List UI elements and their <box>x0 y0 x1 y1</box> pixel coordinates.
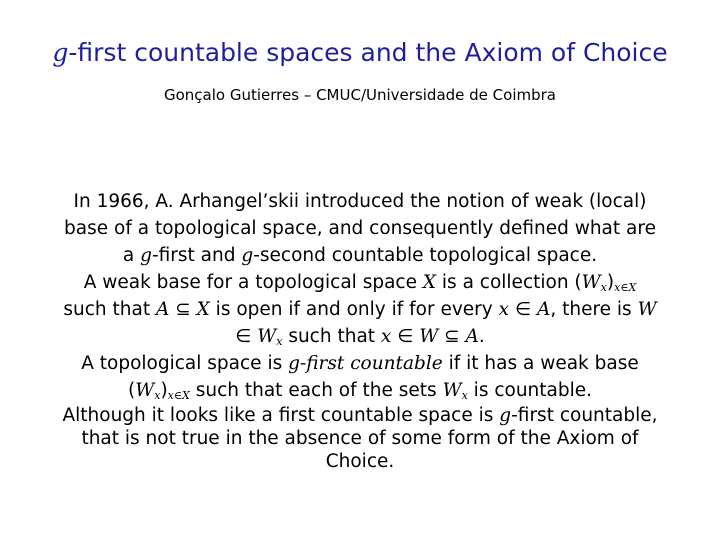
paragraph-history <box>60 188 660 269</box>
p2-text-i: ∈ <box>235 326 258 347</box>
p2-text-b: is a collection ( <box>436 272 582 293</box>
p2-text-m: . <box>478 326 485 347</box>
p2-text-l: ⊆ <box>438 326 466 347</box>
paragraph-definition <box>60 350 660 404</box>
p2-W4: W <box>419 326 439 347</box>
p1-text-a: In 1966, A. Arhangel’skii introduced the notion of weak (local) base of a topological space, and consequently defined what are a <box>64 191 656 266</box>
p2-A3: A <box>465 326 479 347</box>
p2-x1: x <box>600 281 607 294</box>
p2-text-d: such that <box>63 299 156 320</box>
p1-g2: g <box>241 245 254 266</box>
p3-sub1: x∈X <box>167 389 190 402</box>
p2-text-f: is open if and only if for every <box>209 299 499 320</box>
p3-text-c: ) <box>160 380 168 401</box>
p2-X2: X <box>196 299 210 320</box>
p2-text-e: ⊆ <box>169 299 197 320</box>
title-text: -first countable spaces and the Axiom of Choice <box>68 38 668 67</box>
p2-text-k: ∈ <box>391 326 420 347</box>
p2-X1: X <box>422 272 437 293</box>
p2-text-g: ∈ <box>509 299 537 320</box>
p3-text-b: if it has a weak base ( <box>127 353 639 401</box>
p2-x2: x <box>498 299 510 320</box>
p3-W2: W <box>442 380 462 401</box>
p2-W1: W <box>581 272 601 293</box>
p3-W1: W <box>135 380 155 401</box>
p2-W2: W <box>637 299 657 320</box>
p3-x1: x <box>154 389 161 402</box>
p4-g1: g <box>499 405 512 426</box>
p2-text-a: A weak base for a topological space <box>83 272 423 293</box>
title-g: g <box>52 38 69 67</box>
p2-A1: A <box>155 299 170 320</box>
p1-text-b: -first and <box>151 245 242 266</box>
p2-text-c: ) <box>606 272 615 293</box>
p2-A2: A <box>536 299 551 320</box>
p4-text-b: -first countable, that is not true in the absence of some form of the Axiom of Choice. <box>81 405 658 472</box>
p3-defined-term: g-first countable <box>288 353 443 374</box>
p2-sub1: x∈X <box>614 281 637 294</box>
p3-x2: x <box>461 389 468 402</box>
page-title <box>0 38 720 67</box>
p2-W3: W <box>257 326 277 347</box>
p2-text-j: such that <box>282 326 381 347</box>
p3-text-a: A topological space is <box>81 353 289 374</box>
p3-text-e: is countable. <box>467 380 593 401</box>
p2-x3: x <box>276 335 283 348</box>
p2-text-h: , there is <box>550 299 638 320</box>
paragraph-choice <box>60 404 660 473</box>
p3-text-d: such that each of the sets <box>189 380 443 401</box>
p4-text-a: Although it looks like a first countable space is <box>62 405 500 426</box>
abstract-body <box>60 188 660 473</box>
p2-x4: x <box>380 326 392 347</box>
author-line: Gonçalo Gutierres – CMUC/Universidade de Coimbra <box>164 86 556 104</box>
paragraph-weak-base <box>60 269 660 350</box>
p1-text-c: -second countable topological space. <box>253 245 598 266</box>
p1-g1: g <box>140 245 152 266</box>
